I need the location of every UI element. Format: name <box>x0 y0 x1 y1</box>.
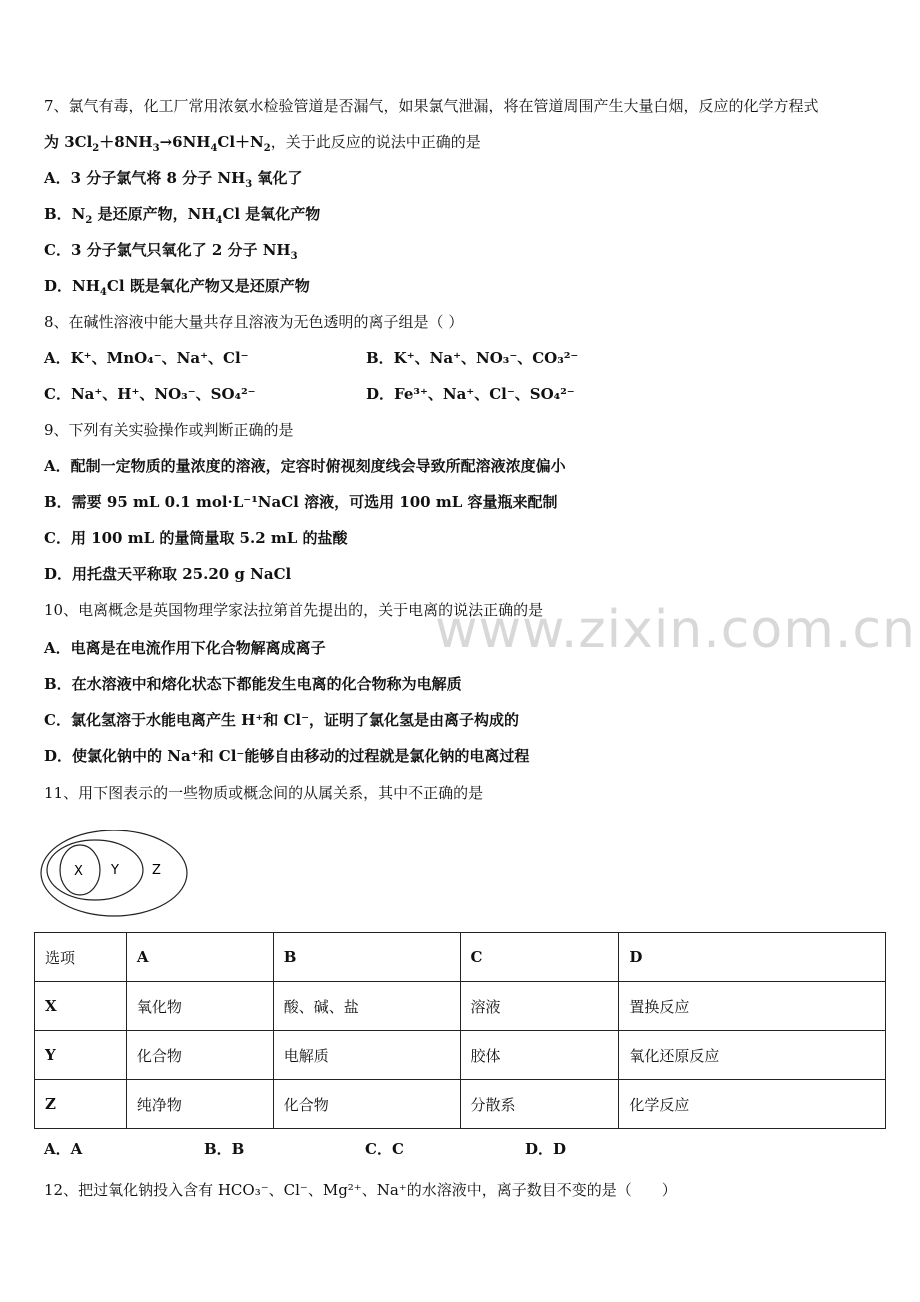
table-cell: 溶液 <box>460 982 619 1031</box>
q11-answer-c[interactable]: C．C <box>365 1140 404 1158</box>
table-cell: 酸、碱、盐 <box>273 982 460 1031</box>
q10-option-b[interactable]: B．在水溶液中和熔化状态下都能发生电离的化合物称为电解质 <box>44 675 462 693</box>
table-cell: 分散系 <box>460 1080 619 1129</box>
label-z: Z <box>152 863 161 878</box>
q9-option-b[interactable]: B．需要 95 mL 0.1 mol·L⁻¹NaCl 溶液，可选用 100 mL 容量瓶来配制 <box>44 493 558 511</box>
table-cell: 电解质 <box>273 1031 460 1080</box>
q7-option-d[interactable]: D．$NH_4Cl$ 既是氧化产物又是还原产物 <box>44 277 310 298</box>
q7-stem-line2: 为 $3Cl_2+8NH_3\to 6NH_4Cl+N_2$，关于此反应的说法中正确的是 <box>44 133 481 154</box>
q8-option-c[interactable]: C．Na⁺、H⁺、NO₃⁻、SO₄²⁻ <box>44 385 256 403</box>
q9-option-c[interactable]: C．用 100 mL 的量筒量取 5.2 mL 的盐酸 <box>44 529 348 547</box>
watermark: www.zixin.com.cn <box>435 600 916 660</box>
q11-answer-d[interactable]: D．D <box>525 1140 567 1158</box>
table-cell: 化合物 <box>273 1080 460 1129</box>
q8-options-row1 <box>44 348 864 368</box>
q11-options-table <box>34 932 886 1129</box>
table-cell: 胶体 <box>460 1031 619 1080</box>
row-label: Z <box>35 1080 127 1129</box>
table-cell: 纯净物 <box>126 1080 273 1129</box>
table-cell: 氧化还原反应 <box>619 1031 886 1080</box>
q10-option-c[interactable]: C．氯化氢溶于水能电离产生 H⁺和 Cl⁻，证明了氯化氢是由离子构成的 <box>44 711 520 729</box>
header-cell: C <box>460 933 619 982</box>
q10-option-d[interactable]: D．使氯化钠中的 Na⁺和 Cl⁻能够自由移动的过程就是氯化钠的电离过程 <box>44 747 530 765</box>
header-cell: A <box>126 933 273 982</box>
q9-stem: 9、下列有关实验操作或判断正确的是 <box>44 421 294 439</box>
header-cell: B <box>273 933 460 982</box>
q12-stem: 12、把过氧化钠投入含有 HCO₃⁻、Cl⁻、Mg²⁺、Na⁺的水溶液中，离子数目不变的是（ ） <box>44 1181 677 1199</box>
ellipse-y <box>47 840 143 900</box>
table-header-row <box>35 933 886 982</box>
q7-stem-line1: 7、氯气有毒，化工厂常用浓氨水检验管道是否漏气，如果氯气泄漏，将在管道周围产生大量白烟，反应的化学方程式 <box>44 97 819 115</box>
label-y: Y <box>111 863 119 878</box>
q9-option-d[interactable]: D．用托盘天平称取 25.20 g NaCl <box>44 565 292 583</box>
q8-stem: 8、在碱性溶液中能大量共存且溶液为无色透明的离子组是（ ） <box>44 313 464 331</box>
q8-option-b[interactable]: B．K⁺、Na⁺、NO₃⁻、CO₃²⁻ <box>366 349 579 367</box>
q8-option-d[interactable]: D．Fe³⁺、Na⁺、Cl⁻、SO₄²⁻ <box>366 385 575 403</box>
label-x: X <box>74 864 83 879</box>
q7-option-b[interactable]: B．$N_2$ 是还原产物，$NH_4Cl$ 是氧化产物 <box>44 205 321 226</box>
q8-option-a[interactable]: A．K⁺、MnO₄⁻、Na⁺、Cl⁻ <box>44 349 249 367</box>
row-label: Y <box>35 1031 127 1080</box>
q10-stem: 10、电离概念是英国物理学家法拉第首先提出的，关于电离的说法正确的是 <box>44 601 544 619</box>
q7-option-c[interactable]: C．3 分子氯气只氧化了 2 分子 $NH_3$ <box>44 241 298 262</box>
table-cell: 氧化物 <box>126 982 273 1031</box>
table-row <box>35 1031 886 1080</box>
q11-answer-a[interactable]: A．A <box>44 1140 83 1158</box>
table-cell: 化合物 <box>126 1031 273 1080</box>
table-cell: 置换反应 <box>619 982 886 1031</box>
q11-stem: 11、用下图表示的一些物质或概念间的从属关系，其中不正确的是 <box>44 784 484 802</box>
table-row <box>35 982 886 1031</box>
header-cell: 选项 <box>35 933 127 982</box>
q10-option-a[interactable]: A．电离是在电流作用下化合物解离成离子 <box>44 639 326 657</box>
row-label: X <box>35 982 127 1031</box>
q7-option-a[interactable]: A．3 分子氯气将 8 分子 $NH_3$ 氧化了 <box>44 169 303 190</box>
q8-options-row2 <box>44 384 864 404</box>
xyz-venn-diagram <box>40 830 192 926</box>
q11-answer-b[interactable]: B．B <box>204 1140 245 1158</box>
table-cell: 化学反应 <box>619 1080 886 1129</box>
q9-option-a[interactable]: A．配制一定物质的量浓度的溶液，定容时俯视刻度线会导致所配溶液浓度偏小 <box>44 457 566 475</box>
header-cell: D <box>619 933 886 982</box>
table-row <box>35 1080 886 1129</box>
